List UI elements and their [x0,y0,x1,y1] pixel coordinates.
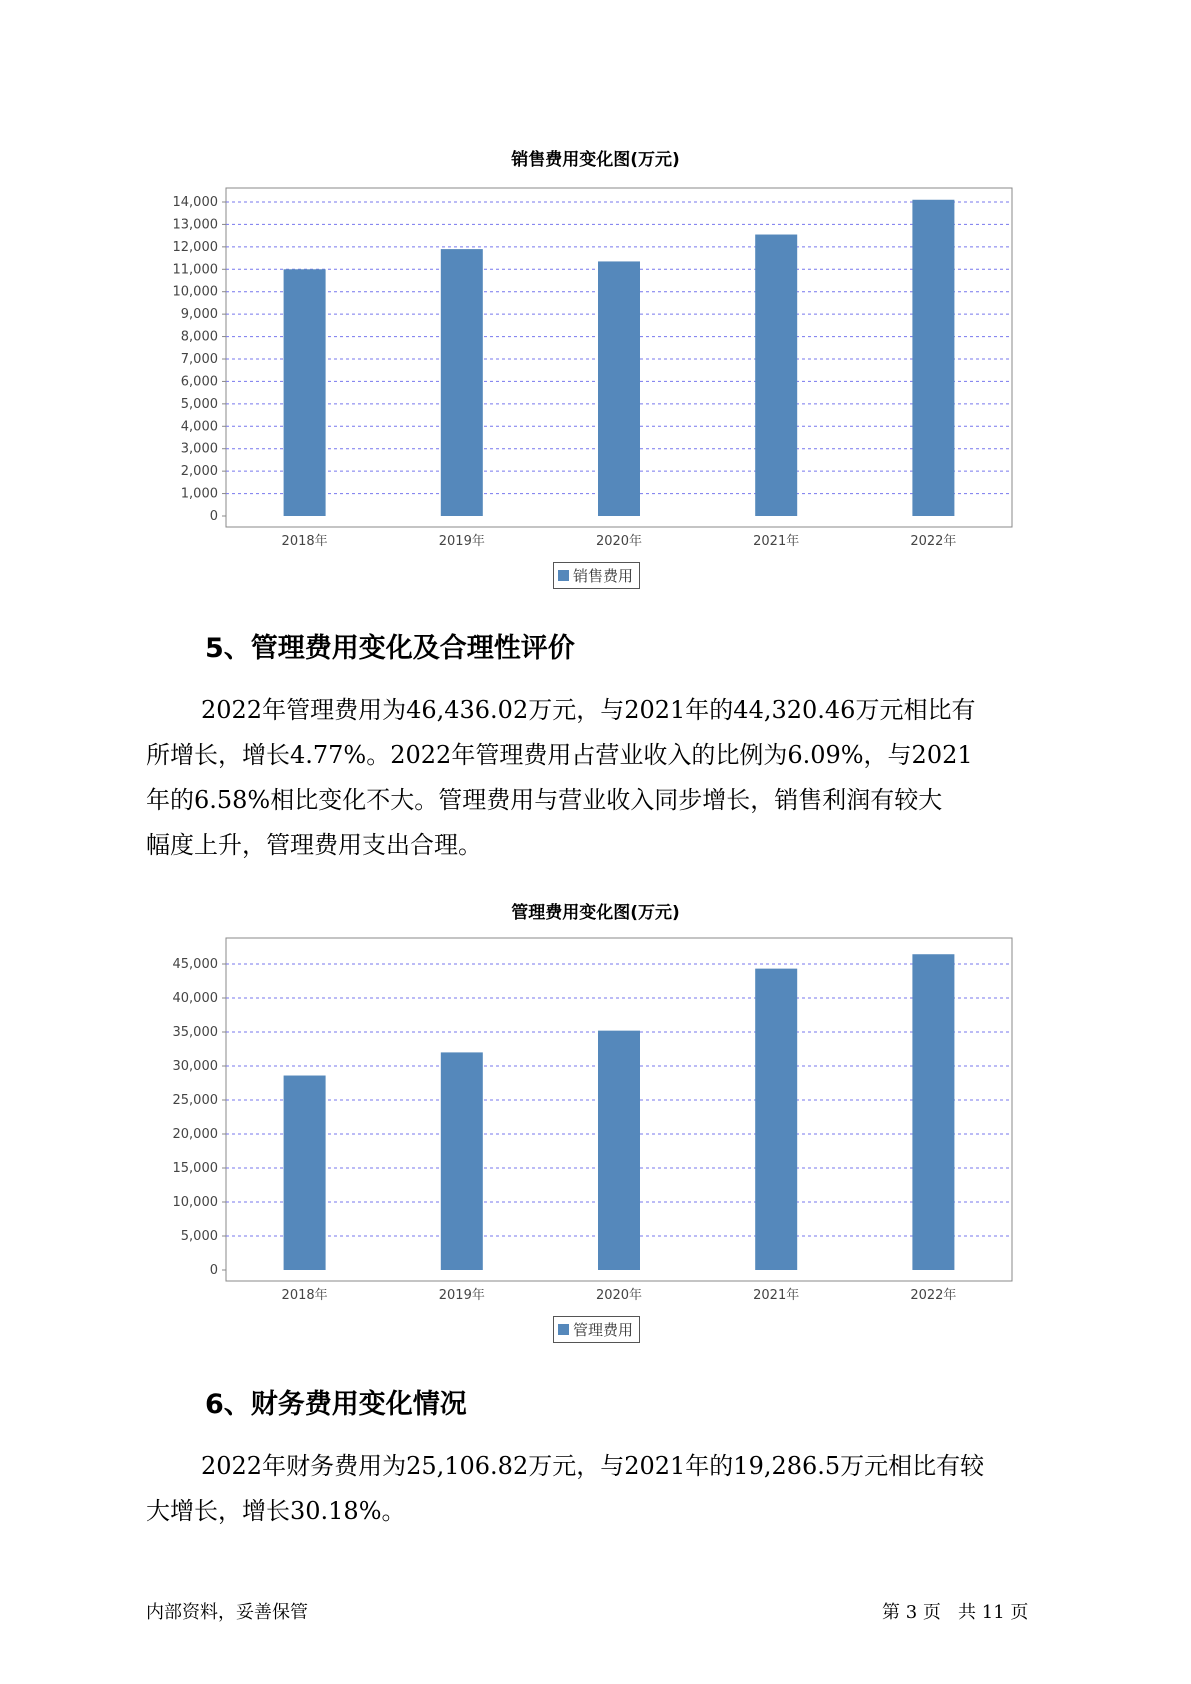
para-line: 2022年财务费用为25,106.82万元，与2021年的19,286.5万元相比有较 [201,1452,985,1480]
bar [284,1076,326,1270]
y-tick-label: 1,000 [180,486,218,502]
y-tick-label: 9,000 [180,307,218,323]
para-line: 幅度上升，管理费用支出合理。 [146,831,482,859]
x-tick-label: 2019年 [438,534,485,549]
admin-chart-legend [553,1316,640,1343]
y-tick-label: 20,000 [172,1127,218,1142]
x-tick-label: 2018年 [281,1288,328,1303]
x-tick-label: 2020年 [595,1288,643,1303]
admin-chart-title: 管理费用变化图(万元) [511,903,680,923]
y-tick-label: 8,000 [180,329,218,345]
y-tick-label: 5,000 [180,1229,218,1244]
x-tick-label: 2021年 [753,1288,800,1303]
y-tick-label: 25,000 [172,1093,218,1108]
y-tick-label: 13,000 [172,217,218,233]
y-tick-label: 3,000 [180,441,218,457]
section5-heading: 5、管理费用变化及合理性评价 [205,633,575,664]
legend-swatch [558,1324,569,1335]
y-tick-label: 35,000 [172,1025,218,1040]
y-tick-label: 30,000 [172,1059,218,1074]
y-tick-label: 5,000 [180,396,218,412]
y-tick-label: 2,000 [180,464,218,480]
y-tick-label: 6,000 [180,374,218,390]
para-line: 2022年管理费用为46,436.02万元，与2021年的44,320.46万元相比有 [201,696,976,724]
x-tick-label: 2022年 [910,534,957,549]
x-tick-label: 2021年 [753,534,800,549]
y-tick-label: 10,000 [172,284,218,300]
y-tick-label: 4,000 [180,419,218,435]
y-tick-label: 0 [209,509,218,524]
legend-label: 销售费用 [573,567,634,585]
legend-label: 管理费用 [573,1321,634,1339]
y-tick-label: 12,000 [172,239,218,255]
x-tick-label: 2022年 [910,1288,957,1303]
bar [598,1031,640,1270]
y-tick-label: 7,000 [180,352,218,367]
y-tick-label: 14,000 [172,195,218,210]
para-line: 所增长，增长4.77%。2022年管理费用占营业收入的比例为6.09%，与2021 [146,741,973,769]
y-tick-label: 11,000 [172,262,218,278]
y-tick-label: 10,000 [172,1195,218,1210]
footer-page-number: 第 3 页 共 11 页 [882,1602,1029,1623]
y-tick-label: 0 [209,1263,218,1278]
para-line: 年的6.58%相比变化不大。管理费用与营业收入同步增长，销售利润有较大 [146,786,943,814]
bar [912,954,954,1270]
y-tick-label: 40,000 [172,991,218,1006]
bar [441,1052,483,1270]
para-line: 大增长，增长30.18%。 [146,1497,406,1525]
sales-chart-title: 销售费用变化图(万元) [511,150,680,170]
x-tick-label: 2020年 [595,534,643,549]
footer-confidential-note: 内部资料，妥善保管 [146,1602,308,1623]
y-tick-label: 15,000 [172,1161,218,1176]
x-tick-label: 2018年 [281,534,328,549]
bar [755,969,797,1270]
section6-paragraph [146,1444,1066,1534]
y-tick-label: 45,000 [172,957,218,972]
section6-heading: 6、财务费用变化情况 [205,1389,467,1420]
x-tick-label: 2019年 [438,1288,485,1303]
